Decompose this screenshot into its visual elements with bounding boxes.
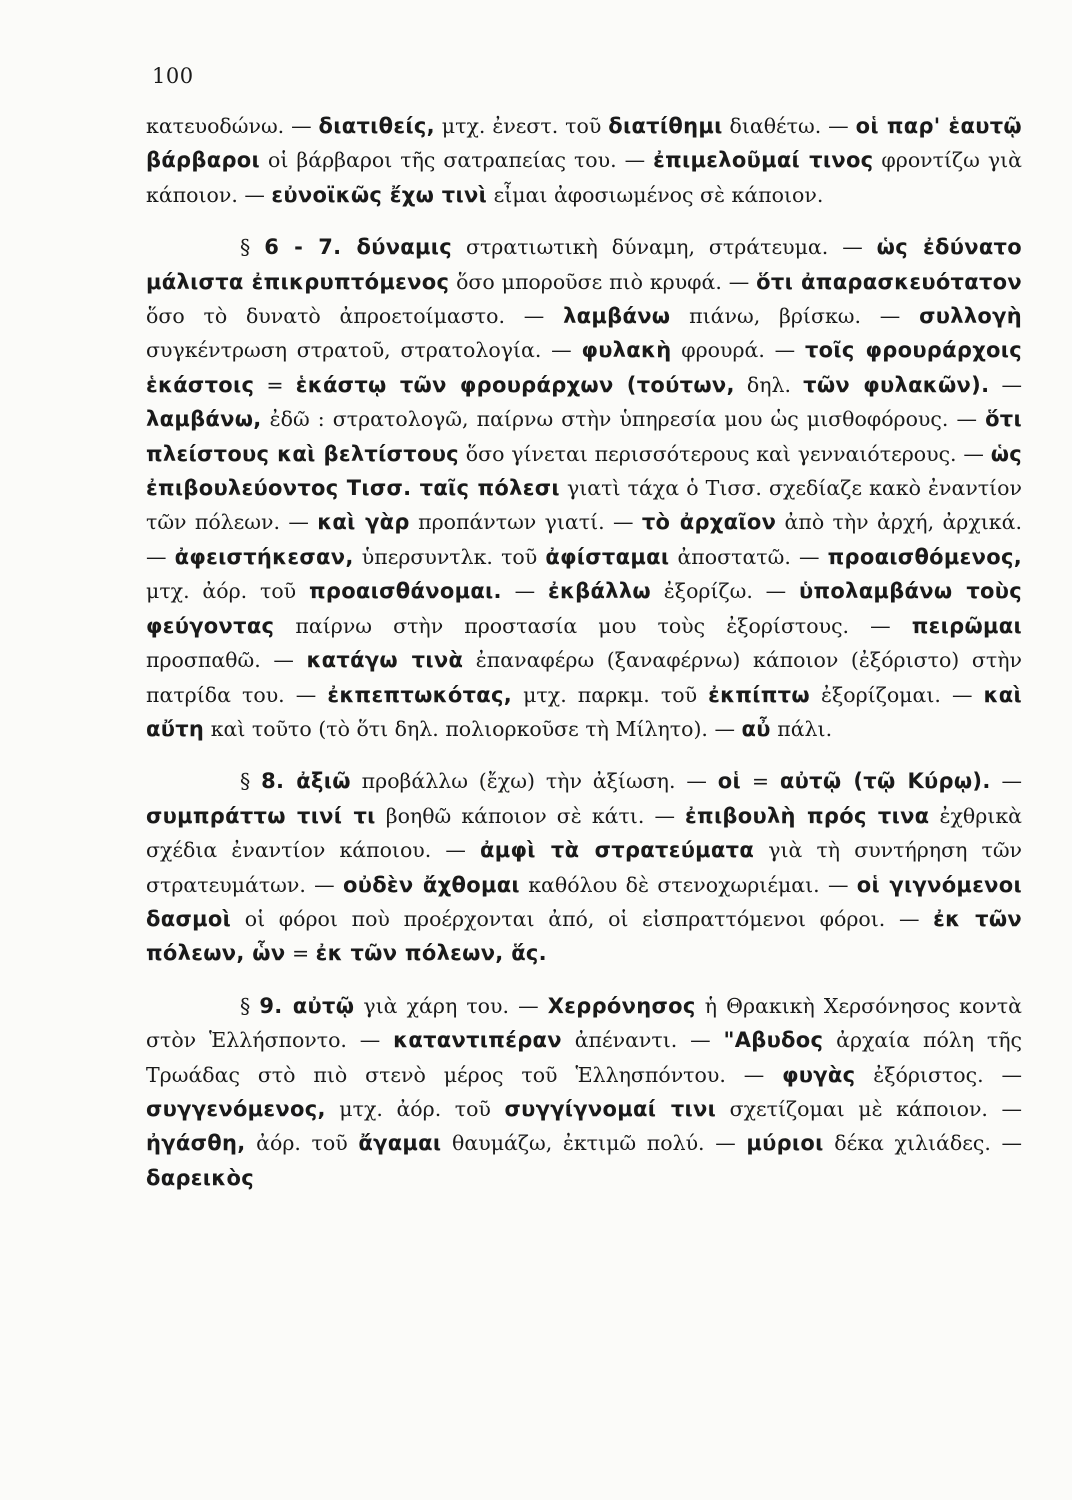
gloss-text: μτχ. ἀόρ. τοῦ <box>325 1096 505 1121</box>
gloss-text: γιατὶ τάχα ὁ Τισσ. σχεδίαζε κακὸ ἐναντίον τῶν πόλεων. — <box>146 476 1022 535</box>
headword: οὐδὲν ἄχθομαι <box>342 872 520 897</box>
gloss-text: — <box>501 579 548 604</box>
gloss-text: οἱ φόροι ποὺ προέρχονται ἀπό, οἱ εἰσπραττόμενοι φόροι. — <box>231 906 934 931</box>
headword: ἄγαμαι <box>358 1131 442 1156</box>
gloss-text: θαυμάζω, ἐκτιμῶ πολύ. — <box>441 1131 747 1156</box>
headword: εὐνοϊκῶς ἔχω τινὶ <box>271 182 488 207</box>
gloss-text: = <box>254 372 296 397</box>
gloss-text: γιὰ τὴ συντήρηση τῶν στρατευμάτων. — <box>146 838 1023 897</box>
gloss-text: ἐδῶ : στρατολογῶ, παίρνω στὴν ὑπηρεσία μου ὡς μισθοφόρους. — <box>261 407 986 432</box>
headword: συγγίγνομαί τινι <box>504 1096 717 1121</box>
gloss-text: — <box>990 769 1022 794</box>
gloss-text: ἐξόριστος. — <box>855 1062 1022 1087</box>
gloss-text: συγκέντρωση στρατοῦ, στρατολογία. — <box>146 338 582 363</box>
gloss-text: καθόλου δὲ στενοχωριέμαι. — <box>519 872 857 897</box>
headword: συμπράττω τινί τι <box>146 803 376 828</box>
gloss-text: προπάντων γιατί. — <box>409 510 642 535</box>
gloss-text: κατευοδώνω. — <box>146 114 319 138</box>
headword: συλλογὴ <box>919 304 1022 329</box>
headword: ὡς ἐδύνατο μάλιστα ἐπικρυπτόμενος <box>146 235 1022 294</box>
gloss-text: = <box>740 769 780 794</box>
gloss-text: πιάνω, βρίσκω. — <box>670 304 920 329</box>
gloss-text: μτχ. παρκμ. τοῦ <box>512 682 709 707</box>
gloss-text: ἐπαναφέρω (ξαναφέρνω) κάποιον (ἐξόριστο) στὴν πατρίδα του. — <box>146 648 1022 707</box>
headword: ἐκβάλλω <box>547 579 651 604</box>
headword: 8. ἀξιῶ <box>261 769 351 794</box>
headword: ἠγάσθη, <box>146 1131 246 1156</box>
gloss-text: ὅσο μποροῦσε πιὸ κρυφά. — <box>449 269 757 294</box>
gloss-text: φροντίζω γιὰ κάποιον. — <box>146 148 1022 207</box>
headword: καὶ γὰρ <box>317 510 410 535</box>
glossary-text-body <box>146 109 1022 1195</box>
gloss-text: μτχ. ἀόρ. τοῦ <box>146 579 309 604</box>
paragraph-p2 <box>146 230 1022 746</box>
gloss-text: ὑπερσυντλκ. τοῦ <box>353 544 546 569</box>
gloss-text: ἀόρ. τοῦ <box>245 1131 359 1156</box>
gloss-text: § <box>240 993 260 1018</box>
gloss-text: διαθέτω. — <box>722 114 856 138</box>
gloss-text: ἀπὸ τὴν ἀρχή, ἀρχικά. — <box>146 510 1022 569</box>
gloss-text: ὅσο τὸ δυνατὸ ἀπροετοίμαστο. — <box>146 304 564 329</box>
headword: Χερρόνησος <box>547 993 696 1018</box>
headword: αὐτῷ (τῷ Κύρῳ). <box>779 769 991 794</box>
headword: καὶ αὔτη <box>146 682 1022 741</box>
gloss-text: δέκα χιλιάδες. — <box>823 1131 1022 1156</box>
headword: τῶν φυλακῶν). <box>803 372 990 397</box>
headword: προαισθόμενος, <box>827 544 1022 569</box>
gloss-text: = <box>285 941 316 966</box>
headword: ἐκ τῶν πόλεων, ὧν <box>146 906 1022 966</box>
headword: προαισθάνομαι. <box>308 579 502 604</box>
headword: λαμβάνω, <box>146 407 262 432</box>
headword: οἱ <box>717 769 741 794</box>
gloss-text: ἐξορίζω. — <box>650 579 799 604</box>
gloss-text: προβάλλω (ἔχω) τὴν ἀξίωση. — <box>350 769 718 794</box>
headword: οἱ παρ' ἑαυτῷ βάρβαροι <box>146 114 1022 173</box>
headword: ὅτι ἀπαρασκευότατον <box>756 269 1023 294</box>
gloss-text: § <box>240 235 265 260</box>
headword: ἀφίσταμαι <box>545 544 670 569</box>
gloss-text: ὅσο γίνεται περισσότερους καὶ γενναιότερους. — <box>458 441 991 466</box>
headword: φυλακὴ <box>581 338 672 363</box>
headword: πειρῶμαι <box>911 613 1022 638</box>
headword: καταντιπέραν <box>393 1028 562 1053</box>
gloss-text: ἀρχαία πόλη τῆς Τρωάδας στὸ πιὸ στενὸ μέρος τοῦ Ἑλλησπόντου. — <box>146 1028 1022 1087</box>
headword: ἑκάστῳ τῶν φρουράρχων (τούτων, <box>295 372 735 397</box>
gloss-text: ἀποστατῶ. — <box>669 544 828 569</box>
headword: "Αβυδος <box>723 1028 824 1053</box>
headword: συγγενόμενος, <box>146 1096 326 1121</box>
headword: τοῖς φρουράρχοις ἑκάστοις <box>146 338 1022 397</box>
headword: οἱ γιγνόμενοι δασμοὶ <box>146 872 1022 931</box>
headword: 6 - 7. δύναμις <box>264 235 453 260</box>
headword: ἐκπεπτωκότας, <box>327 682 513 707</box>
headword: ὅτι πλείστους καὶ βελτίστους <box>146 407 1022 466</box>
gloss-text: δηλ. <box>734 372 804 397</box>
gloss-text: προσπαθῶ. — <box>146 648 307 673</box>
headword: ὑπολαμβάνω τοὺς φεύγοντας <box>146 579 1022 638</box>
page-number: 100 <box>152 64 194 88</box>
paragraph-p3 <box>146 764 1022 970</box>
headword: ἀμφὶ τὰ στρατεύματα <box>480 838 755 863</box>
headword: 9. αὐτῷ <box>259 993 355 1018</box>
headword: ἐπιβουλὴ πρός τινα <box>685 803 930 828</box>
gloss-text: καὶ τοῦτο (τὸ ὅτι δηλ. πολιορκοῦσε τὴ Μίλητο). — <box>204 716 742 741</box>
gloss-text: πάλι. <box>770 716 833 741</box>
headword: διατίθημι <box>608 114 723 138</box>
paragraph-p1 <box>146 109 1022 212</box>
gloss-text: στρατιωτικὴ δύναμη, στράτευμα. — <box>452 235 877 260</box>
headword: αὖ <box>741 716 771 741</box>
gloss-text: φρουρά. — <box>671 338 805 363</box>
headword: κατάγω τινὰ <box>306 648 464 673</box>
headword: ἐκπίπτω <box>708 682 810 707</box>
headword: διατιθείς, <box>318 114 435 138</box>
headword: τὸ ἀρχαῖον <box>641 510 777 535</box>
paragraph-p4 <box>146 989 1022 1195</box>
headword: δαρεικὸς <box>146 1165 254 1190</box>
gloss-text: ἐχθρικὰ σχέδια ἐναντίον κάποιου. — <box>146 803 1022 863</box>
headword: ἐκ τῶν πόλεων, ἅς. <box>315 941 547 966</box>
headword: μύριοι <box>746 1131 824 1156</box>
headword: ἀφειστήκεσαν, <box>174 544 354 569</box>
gloss-text: βοηθῶ κάποιον σὲ κάτι. — <box>375 803 686 828</box>
headword: ὡς ἐπιβουλεύοντος Τισσ. ταῖς πόλεσι <box>146 441 1022 501</box>
gloss-text: μτχ. ἐνεστ. τοῦ <box>434 114 609 138</box>
gloss-text: § <box>240 769 262 794</box>
headword: λαμβάνω <box>563 304 671 329</box>
gloss-text: ἡ Θρακικὴ Χερσόνησος κοντὰ στὸν Ἑλλήσποντο. — <box>146 993 1022 1053</box>
gloss-text: οἱ βάρβαροι τῆς σατραπείας του. — <box>260 148 654 173</box>
gloss-text: σχετίζομαι μὲ κάποιον. — <box>716 1096 1022 1121</box>
gloss-text: ἀπέναντι. — <box>561 1028 724 1053</box>
gloss-text: εἶμαι ἀφοσιωμένος σὲ κάποιον. <box>487 182 824 207</box>
gloss-text: γιὰ χάρη του. — <box>354 993 548 1018</box>
gloss-text: παίρνω στὴν προστασία μου τοὺς ἐξορίστους. — <box>274 613 912 638</box>
headword: ἐπιμελοῦμαί τινος <box>653 148 874 173</box>
headword: φυγὰς <box>782 1062 856 1087</box>
gloss-text: — <box>989 372 1022 397</box>
gloss-text: ἐξορίζομαι. — <box>809 682 984 707</box>
